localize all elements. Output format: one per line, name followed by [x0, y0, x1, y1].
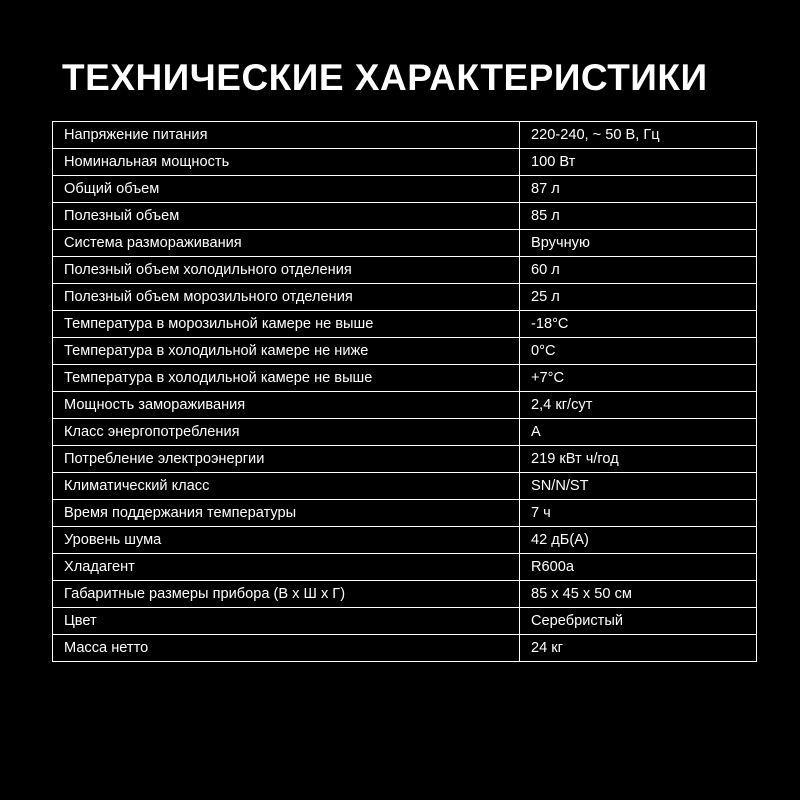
- table-row: [53, 202, 757, 229]
- spec-value: 2,4 кг/сут: [520, 391, 757, 418]
- table-row: [53, 607, 757, 634]
- spec-value: 60 л: [520, 256, 757, 283]
- spec-parameter: Габаритные размеры прибора (В х Ш х Г): [53, 580, 520, 607]
- spec-parameter: Полезный объем холодильного отделения: [53, 256, 520, 283]
- table-row: [53, 553, 757, 580]
- table-row: [53, 256, 757, 283]
- spec-parameter: Хладагент: [53, 553, 520, 580]
- spec-value: 7 ч: [520, 499, 757, 526]
- spec-value: 87 л: [520, 175, 757, 202]
- spec-parameter: Полезный объем морозильного отделения: [53, 283, 520, 310]
- spec-value: A: [520, 418, 757, 445]
- spec-parameter: Климатический класс: [53, 472, 520, 499]
- table-row: [53, 175, 757, 202]
- spec-value: SN/N/ST: [520, 472, 757, 499]
- table-row: [53, 364, 757, 391]
- spec-value: 219 кВт ч/год: [520, 445, 757, 472]
- spec-parameter: Температура в холодильной камере не выше: [53, 364, 520, 391]
- spec-value: Серебристый: [520, 607, 757, 634]
- spec-value: 220-240, ~ 50 В, Гц: [520, 121, 757, 148]
- table-row: [53, 472, 757, 499]
- spec-parameter: Номинальная мощность: [53, 148, 520, 175]
- specifications-table: [52, 121, 757, 662]
- spec-parameter: Класс энергопотребления: [53, 418, 520, 445]
- spec-value: 85 л: [520, 202, 757, 229]
- table-row: [53, 391, 757, 418]
- spec-value: 85 х 45 х 50 см: [520, 580, 757, 607]
- spec-parameter: Время поддержания температуры: [53, 499, 520, 526]
- table-row: [53, 499, 757, 526]
- spec-parameter: Мощность замораживания: [53, 391, 520, 418]
- specifications-table-body: [53, 121, 757, 661]
- table-row: [53, 526, 757, 553]
- spec-parameter: Масса нетто: [53, 634, 520, 661]
- spec-value: 25 л: [520, 283, 757, 310]
- spec-parameter: Температура в холодильной камере не ниже: [53, 337, 520, 364]
- spec-value: Вручную: [520, 229, 757, 256]
- table-row: [53, 418, 757, 445]
- table-row: [53, 121, 757, 148]
- table-row: [53, 580, 757, 607]
- spec-parameter: Напряжение питания: [53, 121, 520, 148]
- table-row: [53, 634, 757, 661]
- spec-value: 24 кг: [520, 634, 757, 661]
- spec-parameter: Уровень шума: [53, 526, 520, 553]
- spec-value: -18°C: [520, 310, 757, 337]
- table-row: [53, 229, 757, 256]
- table-row: [53, 310, 757, 337]
- spec-parameter: Система размораживания: [53, 229, 520, 256]
- table-row: [53, 148, 757, 175]
- spec-parameter: Температура в морозильной камере не выше: [53, 310, 520, 337]
- spec-value: 42 дБ(A): [520, 526, 757, 553]
- spec-value: R600a: [520, 553, 757, 580]
- spec-value: 100 Вт: [520, 148, 757, 175]
- spec-value: +7°C: [520, 364, 757, 391]
- table-row: [53, 445, 757, 472]
- spec-value: 0°C: [520, 337, 757, 364]
- spec-parameter: Полезный объем: [53, 202, 520, 229]
- spec-parameter: Общий объем: [53, 175, 520, 202]
- spec-parameter: Потребление электроэнергии: [53, 445, 520, 472]
- spec-parameter: Цвет: [53, 607, 520, 634]
- page-title: ТЕХНИЧЕСКИЕ ХАРАКТЕРИСТИКИ: [62, 57, 708, 98]
- table-row: [53, 337, 757, 364]
- table-row: [53, 283, 757, 310]
